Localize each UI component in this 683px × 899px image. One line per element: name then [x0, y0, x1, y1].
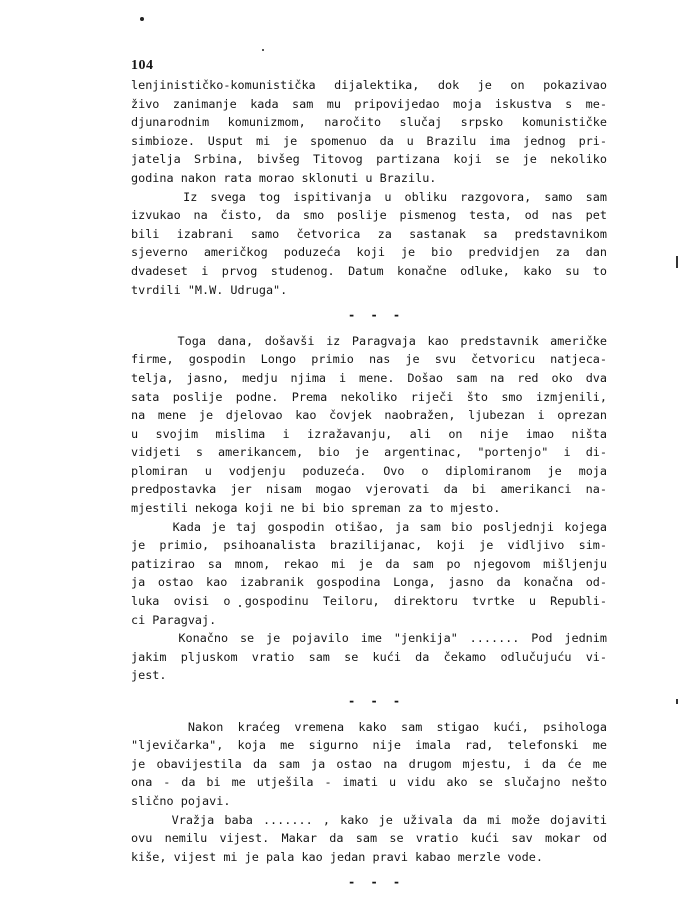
text-line: simbioze. Usput mi je spomenuo da u Brazilu ima jednog pri-: [131, 133, 607, 148]
text-line: lenjinističko-komunistička dijalektika, dok je on pokazivao: [131, 78, 607, 92]
text-line: djunarodnim komunizmom, naročito slučaj srpsko komunističke: [131, 115, 607, 130]
text-line: ja ostao kao izabranik gospodina Longa, jasno da konačna od-: [131, 575, 607, 590]
text-line: firme, gospodin Longo primio nas je svu četvoricu natjeca-: [131, 352, 607, 367]
text-line: dvadeset i prvog studenog. Datum konačne odluke, kako su to: [131, 263, 607, 278]
separator-gap: [131, 892, 607, 899]
text-line: predpostavka jer nisam mogao vjerovati da bi amerikanci na-: [131, 482, 607, 497]
text-line: plomiran u vodjenju poduzeća. Ovo o diplomiranom je moja: [131, 463, 607, 478]
text-line: Nakon kraćeg vremena kako sam stigao kući, psihologa: [131, 719, 607, 734]
scan-speck: [262, 49, 264, 51]
text-line: na mene je djelovao kao čovjek naobražen, ljubezan i oprezan: [131, 408, 607, 423]
text-line: Iz svega tog ispitivanja u obliku razgovora, samo sam: [131, 189, 607, 204]
text-line: Kada je taj gospodin otišao, ja sam bio posljednji kojega: [131, 519, 607, 534]
page-number: 104: [131, 58, 154, 73]
text-line: Toga dana, došavši iz Paragvaja kao predstavnik američke: [131, 333, 607, 348]
text-line: ovu nemilu vijest. Makar da sam se vratio kući sav mokar od: [131, 831, 607, 846]
separator-gap: [131, 325, 607, 332]
text-line: kiše, vijest mi je pala kao jedan pravi kabao merzle vode.: [131, 849, 543, 864]
text-line: jatelja Srbina, bivšeg Titovog partizana koji se je nekoliko: [131, 152, 607, 167]
text-line: živo zanimanje kada sam mu pripovijedao moja iskustva s me-: [131, 96, 607, 111]
section-separator: - - -: [348, 875, 405, 890]
text-line: luka ovisi o gospodinu Teiloru, direktoru tvrtke u Republi-: [131, 594, 607, 609]
text-line: Konačno se je pojavilo ime "jenkija" ....... Pod jednim: [131, 631, 607, 646]
separator-gap: [131, 685, 607, 692]
text-line: godina nakon rata morao sklonuti u Brazilu.: [131, 170, 437, 185]
text-line: tvrdili "M.W. Udruga".: [131, 282, 288, 297]
text-line: telja, jasno, medju njima i mene. Došao sam na red oko dva: [131, 370, 607, 385]
text-line: jakim pljuskom vratio sam se kući da čekamo odlučujuću vi-: [131, 649, 607, 664]
text-line: jest.: [131, 668, 167, 683]
text-line: sjeverno američkog poduzeća koji je bio predvidjen za dan: [131, 245, 607, 260]
text-line: je primio, psihoanalista brazilijanac, koji je vidljivo sim-: [131, 538, 607, 553]
text-line: ci Paragvaj.: [131, 612, 217, 627]
separator-gap: [131, 299, 607, 306]
text-line: "ljevičarka", koja me sigurno nije imala rad, telefonski me: [131, 738, 607, 753]
text-line: je obavijestila da sam ja ostao na drugom mjestu, i da će me: [131, 756, 607, 771]
scan-speck: [140, 17, 144, 21]
separator-gap: [131, 866, 607, 873]
text-line: u svojim mislima i izražavanju, ali on nije imao ništa: [131, 426, 607, 441]
text-line: sata poslije podne. Prema nekoliko riječi što smo izmjenili,: [131, 389, 607, 404]
margin-mark: [676, 256, 678, 268]
margin-mark: [676, 699, 678, 704]
text-line: mjestili nekoga koji ne bi bio spreman za to mjesto.: [131, 501, 501, 516]
separator-gap: [131, 711, 607, 718]
text-line: bili izabrani samo četvorica za sastanak sa predstavnikom: [131, 226, 607, 241]
text-line: patizirao sa mnom, rekao mi je da sam po njegovom mišljenju: [131, 556, 607, 571]
text-line: Vražja baba ....... , kako je uživala da mi može dojaviti: [131, 812, 607, 827]
text-line: vidjeti s amerikancem, bio je argentinac, "portenjo" i di-: [131, 445, 607, 460]
text-line: izvukao na čisto, da smo poslije pismenog testa, od nas pet: [131, 208, 607, 223]
body-text: [131, 76, 607, 899]
text-line: slično pojavi.: [131, 793, 231, 808]
text-line: ona - da bi me utješila - imati u vidu ako se slučajno nešto: [131, 775, 607, 790]
section-separator: - - -: [348, 694, 405, 708]
section-separator: - - -: [348, 308, 405, 323]
